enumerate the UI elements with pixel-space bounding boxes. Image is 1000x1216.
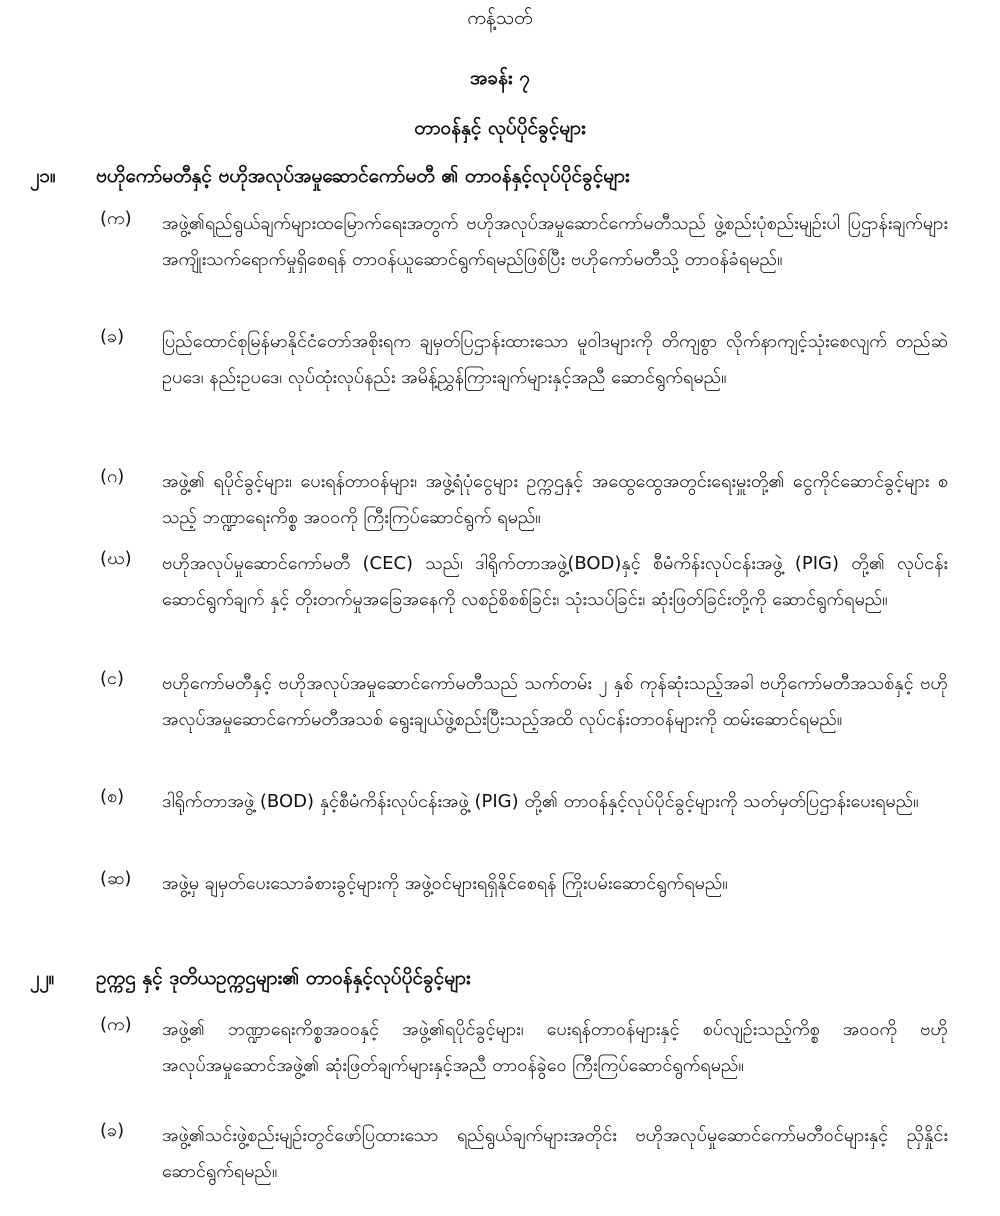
section-number: ၂၂။ [30, 967, 55, 989]
chapter-title: တာဝန်နှင့် လုပ်ပိုင်ခွင့်များ [414, 117, 586, 139]
page-header: ကန့်သတ် [467, 7, 533, 29]
clause-text: ဗဟိုအလုပ်မှုဆောင်ကော်မတီ (CEC) သည်၊ ဒါရိုက်တာအဖွဲ့(BOD)နှင့် စီမံကိန်းလုပ်ငန်းအဖွဲ့ (PIG) တို့၏ လုပ်ငန်းဆောင်ရွက်ချက် နှင့် တိုးတက်မှုအခြေအနေကို လစဉ်စိစစ်ခြင်း၊ သုံးသပ်ခြင်း၊ ဆုံးဖြတ်ခြင်းတို့ကို ဆောင်ရွက်ရမည်။ [162, 553, 948, 610]
clause-marker: (ဆ) [100, 868, 132, 889]
section-title: ဗဟိုကော်မတီနှင့် ဗဟိုအလုပ်အမှုဆောင်ကော်မတီ ၏ တာဝန်နှင့်လုပ်ပိုင်ခွင့်များ [96, 165, 630, 187]
clause-marker: (ခ) [100, 1120, 125, 1141]
clause-marker: (ခ) [100, 326, 125, 347]
clause-marker: (င) [100, 668, 125, 689]
clause-marker: (က) [100, 1014, 132, 1035]
clause-text: အဖွဲ့၏ ဘဏ္ဍာရေးကိစ္စအဝဝနှင့် အဖွဲ့၏ရပိုင်ခွင့်များ၊ ပေးရန်တာဝန်များနှင့် စပ်လျဉ်းသည့်ကိစ္စ အဝဝကို ဗဟိုအလုပ်အမှုဆောင်အဖွဲ့၏ ဆုံးဖြတ်ချက်များနှင့်အညီ တာဝန်ခွဲဝေ ကြီးကြပ်ဆောင်ရွက်ရမည်။ [162, 1019, 948, 1076]
clause-marker: (ဂ) [100, 466, 125, 487]
clause-text: အဖွဲ့၏ရည်ရွယ်ချက်များထမြောက်ရေးအတွက် ဗဟိုအလုပ်အမှုဆောင်ကော်မတီသည် ဖွဲ့စည်းပုံစည်းမျဉ်းပါ ပြဌာန်းချက်များ အကျိုးသက်ရောက်မှုရှိစေရန် တာဝန်ယူဆောင်ရွက်ရမည်ဖြစ်ပြီး ဗဟိုကော်မတီသို့ တာဝန်ခံရမည်။ [162, 213, 948, 270]
clause-marker: (ဃ) [100, 548, 132, 569]
clause-text: ဒါရိုက်တာအဖွဲ့ (BOD) နှင့်စီမံကိန်းလုပ်ငန်းအဖွဲ့ (PIG) တို့၏ တာဝန်နှင့်လုပ်ပိုင်ခွင့်များကို သတ်မှတ်ပြဌာန်းပေးရမည်။ [162, 791, 919, 812]
clause-text: အဖွဲ့မှ ချမှတ်ပေးသောခံစားခွင့်များကို အဖွဲ့ဝင်များရရှိနိုင်စေရန် ကြိုးပမ်းဆောင်ရွက်ရမည်။ [162, 873, 728, 894]
clause-text: ဗဟိုကော်မတီနှင့် ဗဟိုအလုပ်အမှုဆောင်ကော်မတီသည် သက်တမ်း ၂ နှစ် ကုန်ဆုံးသည့်အခါ ဗဟိုကော်မတီအသစ်နှင့် ဗဟိုအလုပ်အမှုဆောင်ကော်မတီအသစ် ရွေးချယ်ဖွဲ့စည်းပြီးသည့်အထိ လုပ်ငန်းတာဝန်များကို ထမ်းဆောင်ရမည်။ [162, 673, 948, 730]
clause-marker: (က) [100, 208, 132, 229]
section-title: ဥက္ကဌ နှင့် ဒုတိယဥက္ကဌများ၏ တာဝန်နှင့်လုပ်ပိုင်ခွင့်များ [96, 967, 471, 989]
section-number: ၂၁။ [30, 165, 56, 187]
clause-text: ပြည်ထောင်စုမြန်မာနိုင်ငံတော်အစိုးရက ချမှတ်ပြဌာန်းထားသော မူဝါဒများကို တိကျစွာ လိုက်နာကျင့်သုံးစေလျက် တည်ဆဲဥပဒေ၊ နည်းဥပဒေ၊ လုပ်ထုံးလုပ်နည်း အမိန့်ညွှန်ကြားချက်များနှင့်အညီ ဆောင်ရွက်ရမည်။ [162, 331, 948, 388]
clause-text: အဖွဲ့၏သင်းဖွဲ့စည်းမျဉ်းတွင်ဖော်ပြထားသော ရည်ရွယ်ချက်များအတိုင်း ဗဟိုအလုပ်မှုဆောင်ကော်မတီဝင်များနှင့် ညှိနှိုင်းဆောင်ရွက်ရမည်။ [162, 1125, 948, 1182]
clause-text: အဖွဲ့၏ ရပိုင်ခွင့်များ၊ ပေးရန်တာဝန်များ၊ အဖွဲ့ရံပုံငွေများ ဥက္ကဌနှင့် အထွေထွေအတွင်းရေးမှူးတို့၏ ငွေကိုင်ဆောင်ခွင့်များ စသည့် ဘဏ္ဍာရေးကိစ္စ အဝဝကို ကြီးကြပ်ဆောင်ရွက် ရမည်။ [162, 471, 948, 528]
clause-marker: (စ) [100, 786, 125, 807]
chapter-number: အခန်း ၇ [469, 67, 531, 89]
